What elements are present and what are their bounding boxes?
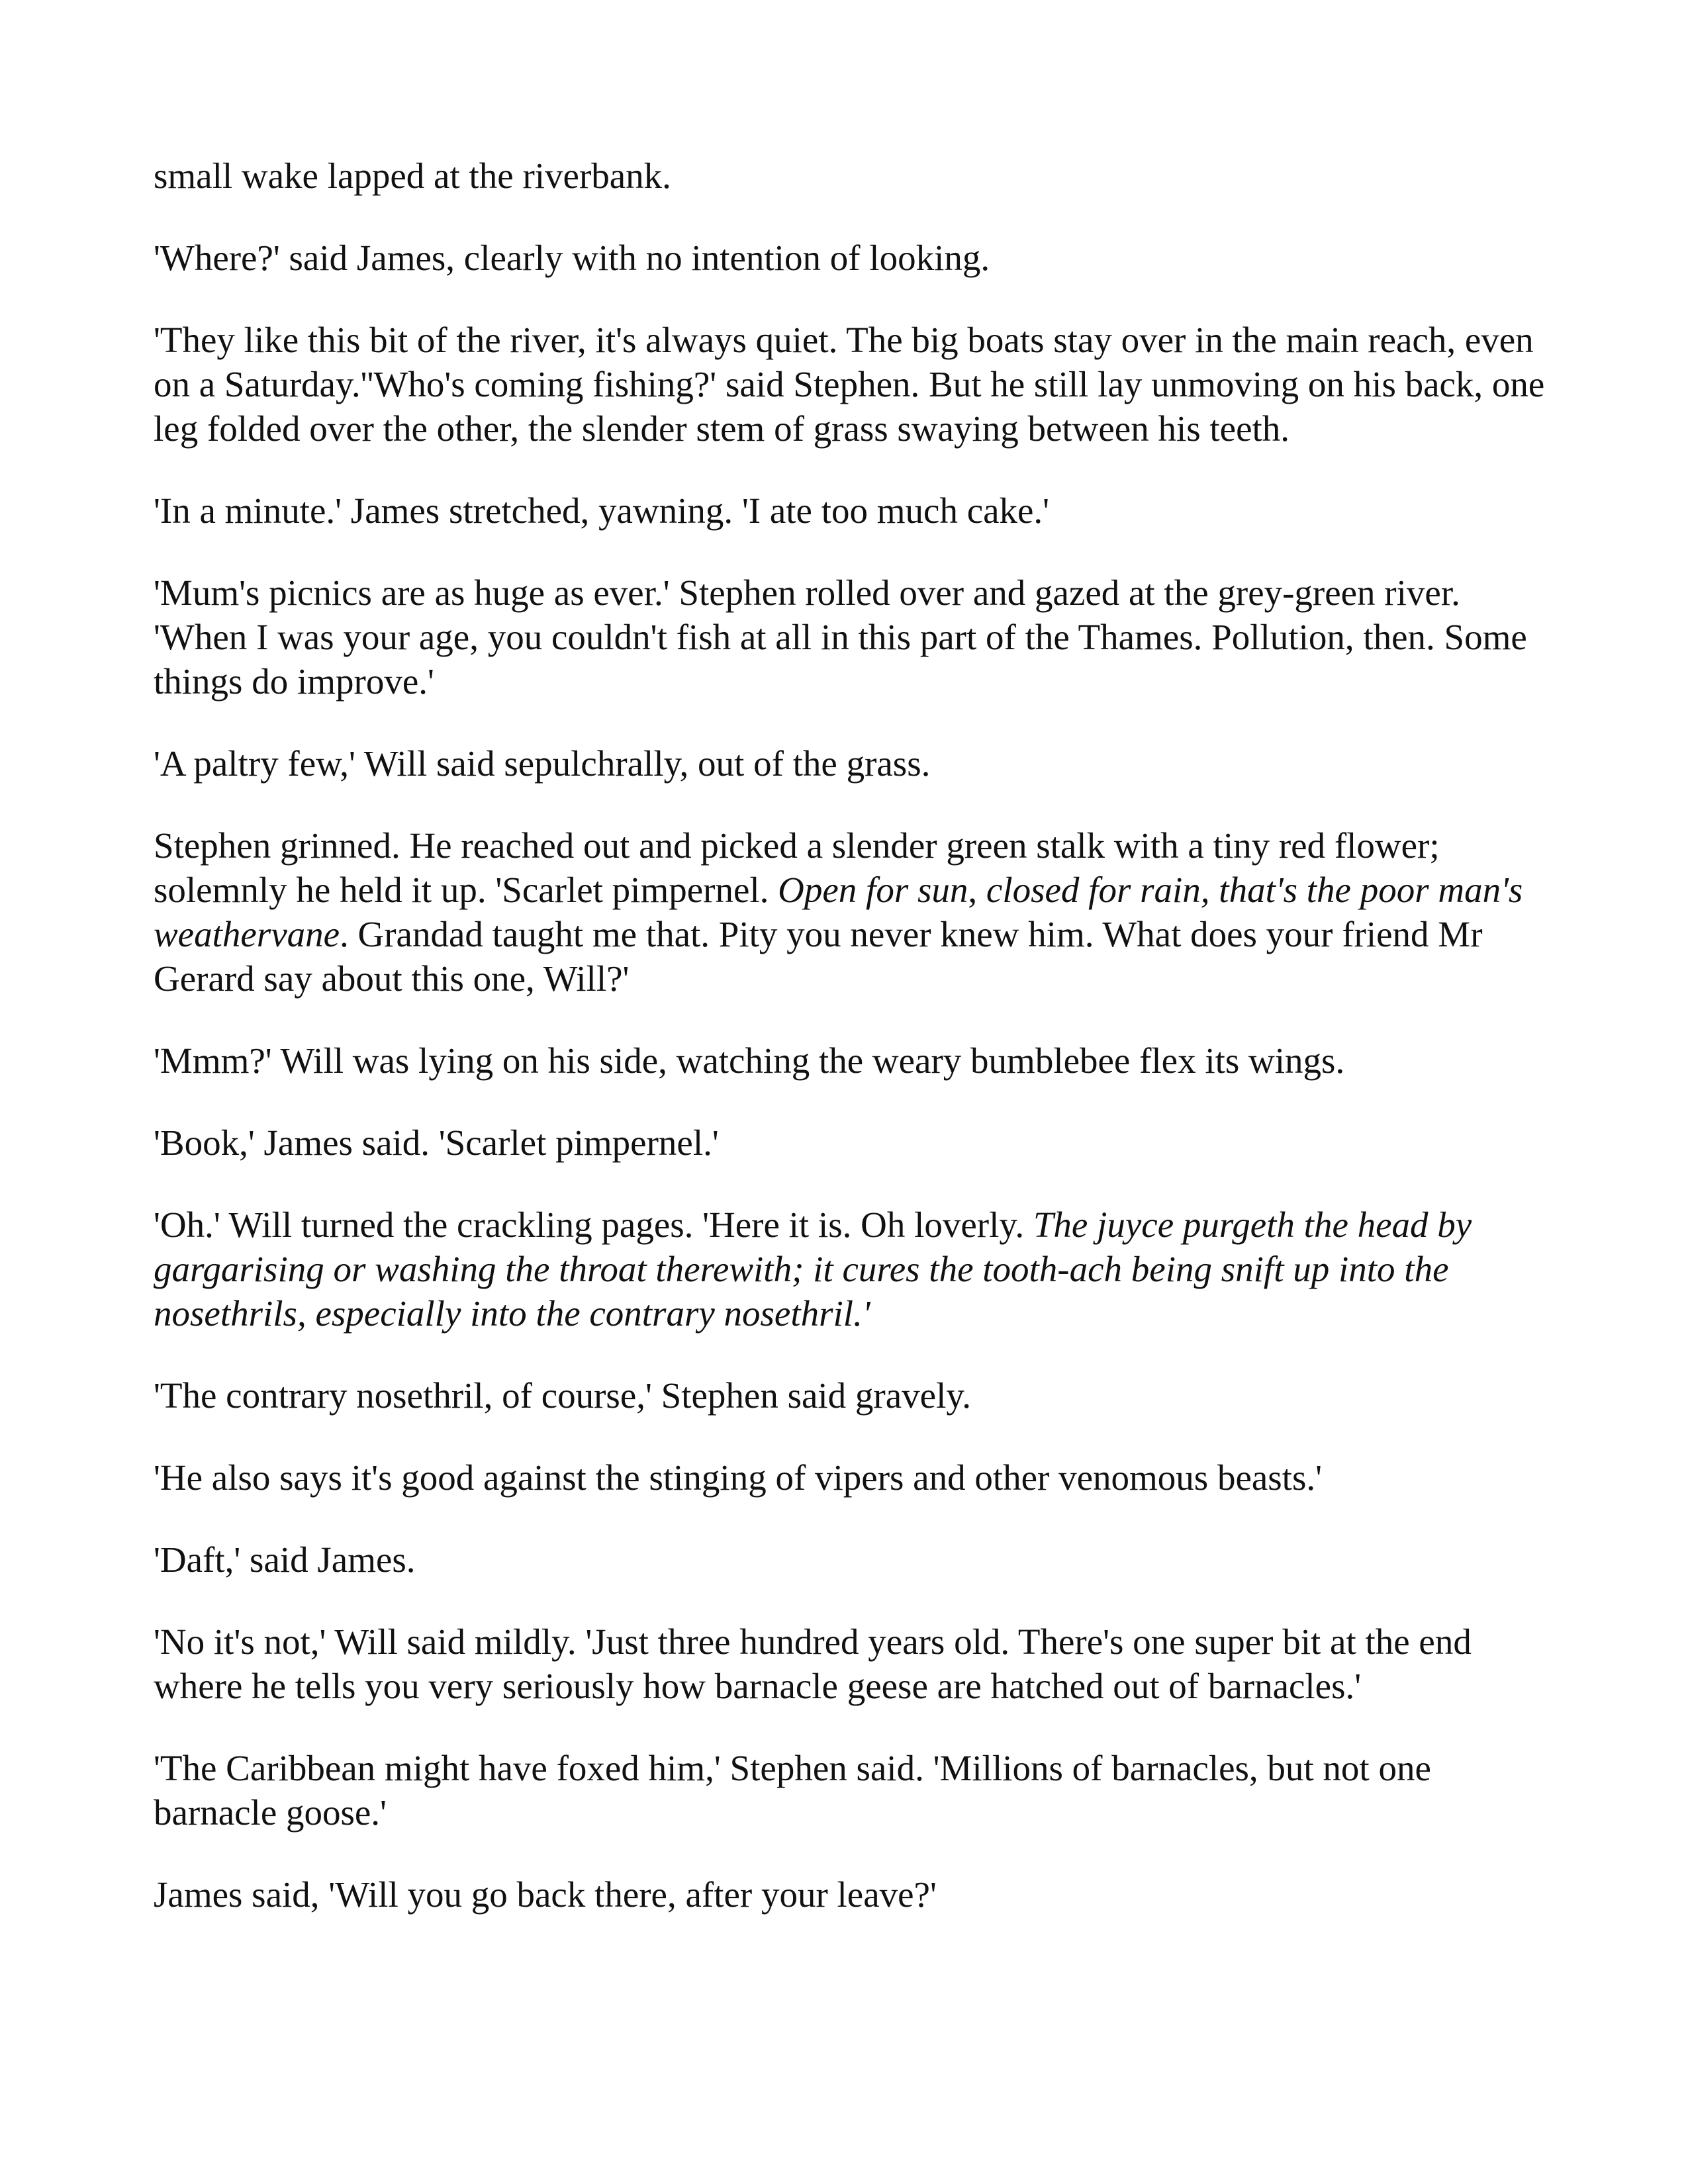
text-run: 'A paltry few,' Will said sepulchrally, out of the grass. — [154, 743, 931, 784]
paragraph — [154, 318, 1550, 451]
paragraph — [154, 1455, 1550, 1500]
italic-text: Open for sun — [778, 870, 968, 910]
paragraph — [154, 823, 1550, 1001]
paragraph — [154, 1619, 1550, 1708]
paragraph — [154, 154, 1550, 198]
paragraph — [154, 741, 1550, 786]
text-run: 'Oh.' Will turned the crackling pages. 'Here it is. Oh loverly. — [154, 1205, 1033, 1245]
text-run: 'Daft,' said James. — [154, 1539, 416, 1580]
italic-text: closed for rain, that's the poor man's weathervane — [154, 870, 1523, 954]
text-run: 'Mum's picnics are as huge as ever.' Stephen rolled over and gazed at the grey-green river. 'When I was your age, you couldn't fish at all in this part of the Thames. Pollution, then. Some things do improve.' — [154, 572, 1527, 702]
text-run: 'No it's not,' Will said mildly. 'Just three hundred years old. There's one super bit at the end where he tells you very seriously how barnacle geese are hatched out of barnacles.' — [154, 1621, 1472, 1706]
text-run: Stephen grinned. He reached out and picked a slender green stalk with a tiny red flower; solemnly he held it up. 'Scarlet pimpernel. — [154, 825, 1440, 910]
paragraph — [154, 488, 1550, 533]
paragraph — [154, 1746, 1550, 1835]
text-run: 'They like this bit of the river, it's always quiet. The big boats stay over in the main reach, even on a Saturday.''Who's coming fishing?' said Stephen. But he still lay unmoving on his back, one leg folded over the other, the slender stem of grass swaying between his teeth. — [154, 320, 1545, 449]
text-run: 'Mmm?' Will was lying on his side, watching the weary bumblebee flex its wings. — [154, 1040, 1345, 1081]
text-run: 'The Caribbean might have foxed him,' Stephen said. 'Millions of barnacles, but not one barnacle goose.' — [154, 1748, 1431, 1833]
paragraph — [154, 570, 1550, 704]
text-run: small wake lapped at the riverbank. — [154, 156, 671, 196]
paragraph — [154, 1120, 1550, 1165]
text-run: 'He also says it's good against the stinging of vipers and other venomous beasts.' — [154, 1457, 1323, 1498]
paragraph — [154, 236, 1550, 280]
text-run: 'Book,' James said. 'Scarlet pimpernel.' — [154, 1122, 719, 1163]
paragraph — [154, 1203, 1550, 1336]
paragraph — [154, 1373, 1550, 1418]
paragraph — [154, 1872, 1550, 1917]
body-text — [154, 154, 1550, 1917]
text-run: , — [968, 870, 986, 910]
text-run: 'In a minute.' James stretched, yawning. 'I ate too much cake.' — [154, 490, 1050, 531]
paragraph — [154, 1537, 1550, 1582]
text-run: 'Where?' said James, clearly with no intention of looking. — [154, 238, 990, 278]
italic-text: The juyce purgeth the head by gargarising or washing the throat therewith; it cures the tooth-ach being snift up into the nosethrils, especially into the contrary nosethril.' — [154, 1205, 1472, 1334]
paragraph — [154, 1038, 1550, 1083]
text-run: James said, 'Will you go back there, after your leave?' — [154, 1874, 937, 1915]
text-run: 'The contrary nosethril, of course,' Stephen said gravely. — [154, 1375, 972, 1416]
text-run: . Grandad taught me that. Pity you never knew him. What does your friend Mr Gerard say about this one, Will?' — [154, 914, 1483, 999]
